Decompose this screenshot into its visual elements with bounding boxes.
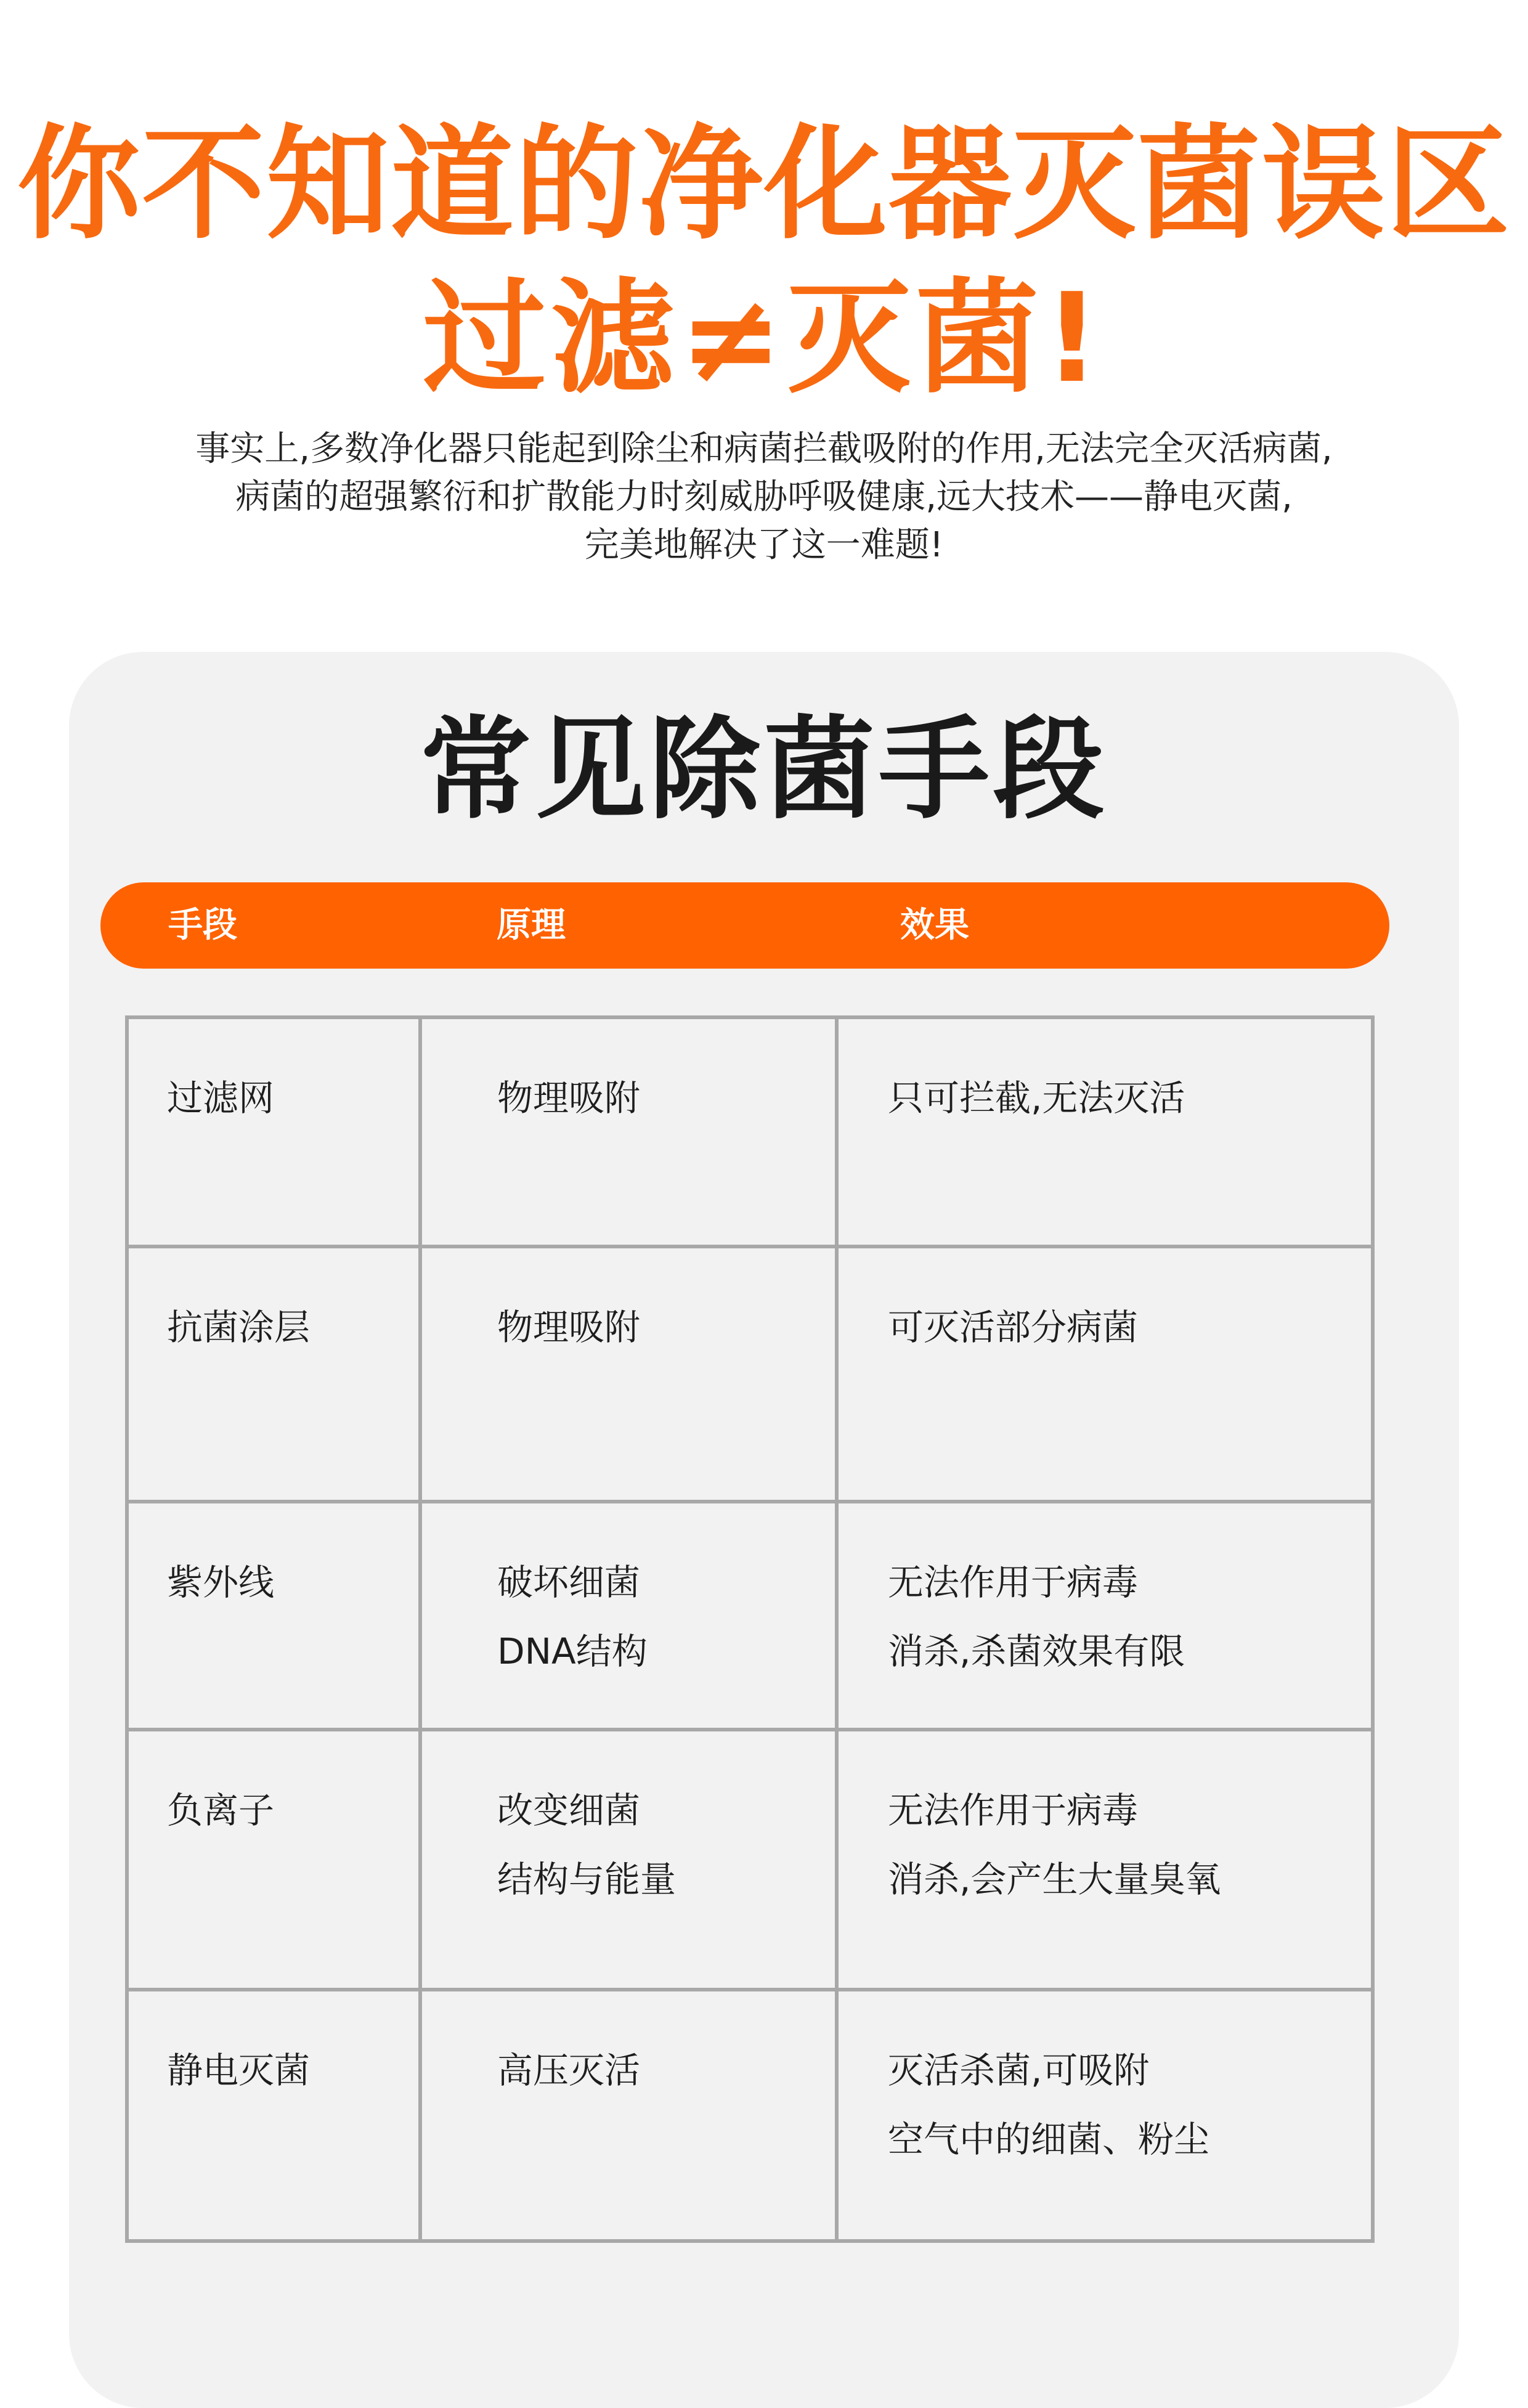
effect-cell [837,1502,1373,1730]
principle-cell-line: 物理吸附 [497,1077,641,1119]
principle-cell-line: DNA结构 [497,1630,648,1672]
principle-cell-line: 高压灭活 [497,2049,641,2091]
table-row [127,1990,1373,2241]
method-cell [127,1730,420,1990]
header-effect: 效果 [900,905,969,945]
effect-cell [837,1017,1373,1247]
table-row [127,1247,1373,1502]
effect-cell-line: 空气中的细菌、粉尘 [888,2118,1210,2160]
method-cell-line: 负离子 [167,1789,275,1831]
principle-cell [420,1990,837,2241]
principle-cell [420,1247,837,1502]
comparison-table [125,1015,1375,2243]
effect-cell-line: 无法作用于病毒 [888,1561,1139,1603]
headline-line-1: 你不知道的净化器灭菌误区 [17,113,1511,256]
effect-cell-line: 消杀,会产生大量臭氧 [888,1858,1221,1900]
header-principle: 原理 [497,905,566,945]
table-row [127,1502,1373,1730]
method-cell-line: 紫外线 [167,1561,275,1603]
effect-cell [837,1730,1373,1990]
effect-cell [837,1247,1373,1502]
effect-cell-line: 消杀,杀菌效果有限 [888,1630,1185,1672]
method-cell [127,1990,420,2241]
principle-cell-line: 物理吸附 [497,1306,641,1348]
effect-cell-line: 灭活杀菌,可吸附 [888,2049,1150,2091]
headline-line-2: 过滤≠灭菌! [423,267,1105,410]
effect-cell-line: 可灭活部分病菌 [888,1306,1139,1348]
header-method: 手段 [168,905,237,945]
method-cell [127,1017,420,1247]
method-cell-line: 过滤网 [167,1077,275,1119]
method-cell [127,1502,420,1730]
effect-cell [837,1990,1373,2241]
table-header-bar [100,882,1389,969]
principle-cell [420,1730,837,1990]
intro-paragraph [0,425,1528,569]
method-cell-line: 静电灭菌 [167,2049,311,2091]
effect-cell-line: 只可拦截,无法灭活 [888,1077,1185,1119]
principle-cell [420,1502,837,1730]
intro-line-1: 事实上,多数净化器只能起到除尘和病菌拦截吸附的作用,无法完全灭活病菌, [195,429,1333,469]
intro-line-3: 完美地解决了这一难题! [584,525,944,565]
principle-cell-line: 结构与能量 [497,1858,677,1900]
panel-title: 常见除菌手段 [420,706,1108,834]
principle-cell-line: 改变细菌 [497,1789,641,1831]
effect-cell-line: 无法作用于病毒 [888,1789,1139,1831]
principle-cell [420,1017,837,1247]
table-row [127,1730,1373,1990]
principle-cell-line: 破坏细菌 [497,1561,641,1603]
method-cell [127,1247,420,1502]
method-cell-line: 抗菌涂层 [167,1306,311,1348]
table-row [127,1017,1373,1247]
intro-line-2: 病菌的超强繁衍和扩散能力时刻威胁呼吸健康,远大技术——静电灭菌, [235,477,1293,517]
